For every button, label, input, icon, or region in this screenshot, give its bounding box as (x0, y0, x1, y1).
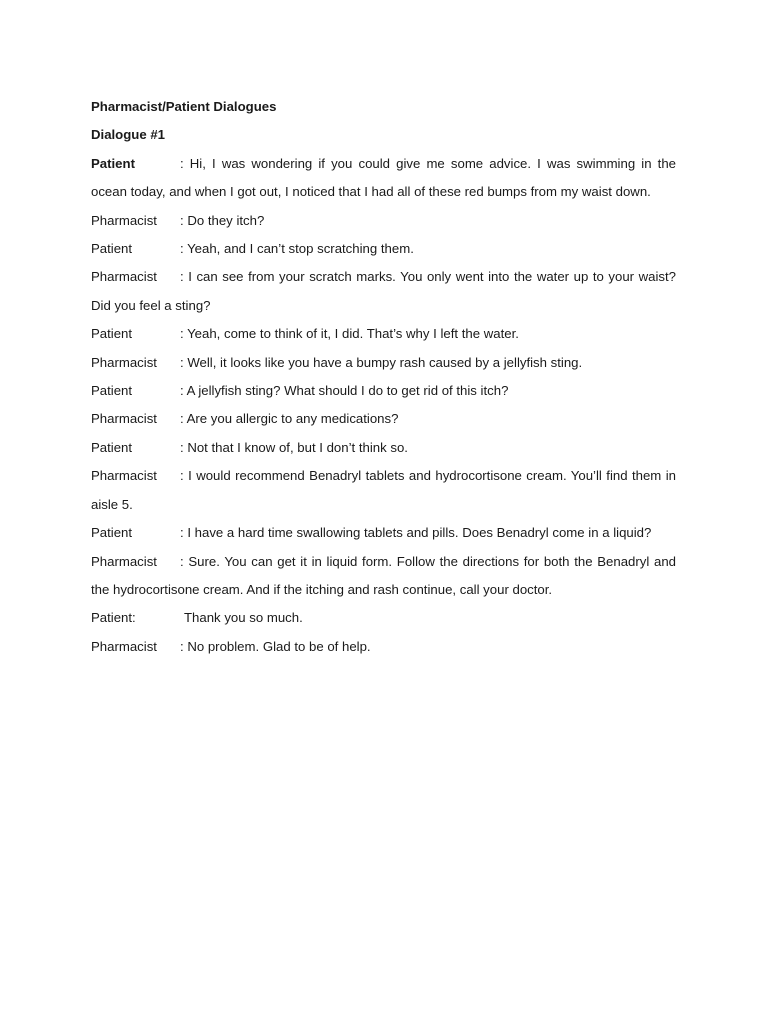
dialogue-text: : Yeah, and I can’t stop scratching them. (180, 241, 414, 257)
dialogue-text: : Sure. You can get it in liquid form. Follow the directions for both the Benadryl and the hydrocortisone cream. And if the itching and rash continue, call your doctor. (91, 553, 676, 597)
speaker-label: Patient (91, 525, 133, 541)
dialogue-line (91, 434, 676, 462)
dialogue-line (91, 633, 676, 661)
dialogue-text: : I can see from your scratch marks. You only went into the water up to your waist? Did you feel a sting? (91, 269, 676, 313)
dialogue-line (91, 207, 676, 235)
dialogue-text: : Do they itch? (180, 212, 265, 228)
speaker-label: Pharmacist (91, 411, 157, 427)
dialogue-body (91, 150, 676, 661)
dialogue-text: : I would recommend Benadryl tablets and hydrocortisone cream. You’ll find them in aisle 5. (91, 468, 676, 512)
dialogue-text: : I have a hard time swallowing tablets and pills. Does Benadryl come in a liquid? (180, 525, 652, 541)
dialogue-line (91, 462, 676, 519)
speaker-label: Pharmacist (91, 212, 157, 228)
dialogue-line (91, 320, 676, 348)
speaker-label: Patient (91, 383, 133, 399)
dialogue-text: : Well, it looks like you have a bumpy rash caused by a jellyfish sting. (180, 354, 583, 370)
dialogue-line (91, 604, 676, 632)
dialogue-line (91, 349, 676, 377)
dialogue-text: : Yeah, come to think of it, I did. That’s why I left the water. (180, 326, 519, 342)
dialogue-line (91, 263, 676, 320)
speaker-label: Patient (91, 155, 135, 171)
dialogue-line (91, 377, 676, 405)
speaker-label: Patient (91, 439, 133, 455)
dialogue-text: Thank you so much. (184, 610, 303, 626)
dialogue-heading: Dialogue #1 (91, 127, 166, 143)
dialogue-line (91, 150, 676, 207)
dialogue-line (91, 235, 676, 263)
speaker-label: Patient (91, 241, 133, 257)
speaker-label: Pharmacist (91, 468, 157, 484)
speaker-label: Pharmacist (91, 354, 157, 370)
dialogue-text: : Are you allergic to any medications? (180, 411, 399, 427)
speaker-label: Pharmacist (91, 638, 157, 654)
speaker-label: Patient (91, 326, 133, 342)
dialogue-line (91, 548, 676, 605)
dialogue-line (91, 519, 676, 547)
dialogue-text: : A jellyfish sting? What should I do to get rid of this itch? (180, 383, 509, 399)
speaker-label: Pharmacist (91, 269, 157, 285)
dialogue-line (91, 405, 676, 433)
document-title: Pharmacist/Patient Dialogues (91, 99, 277, 114)
speaker-label: Patient: (91, 610, 136, 626)
dialogue-text: : Not that I know of, but I don’t think so. (180, 439, 408, 455)
dialogue-text: : No problem. Glad to be of help. (180, 638, 371, 654)
speaker-label: Pharmacist (91, 553, 157, 569)
dialogue-text: : Hi, I was wondering if you could give me some advice. I was swimming in the ocean today, and when I got out, I noticed that I had all of these red bumps from my waist down. (91, 155, 676, 200)
